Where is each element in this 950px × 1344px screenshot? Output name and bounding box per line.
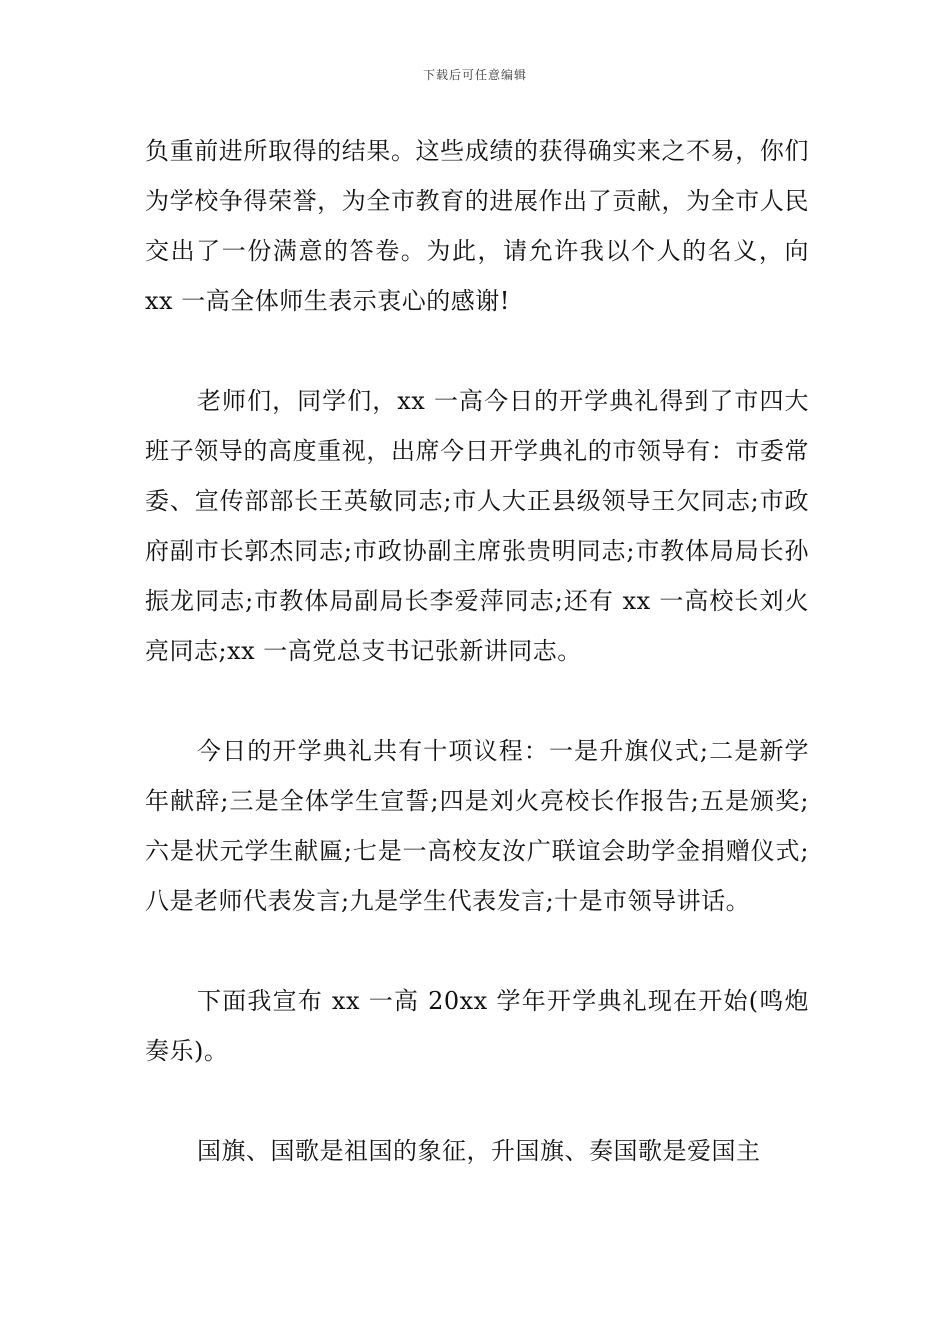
paragraph-5: 国旗、国歌是祖国的象征，升国旗、奏国歌是爱国主 <box>197 1137 761 1165</box>
page-header: 下载后可任意编辑 <box>422 68 527 82</box>
paragraph-3: 今日的开学典礼共有十项议程：一是升旗仪式;二是新学年献辞;三是全体学生宣誓;四是刘火亮校长作报告;五是颁奖;六是状元学生献匾;七是一高校友汝广联谊会助学金捐赠仪式;八是老师代表发言;九是学生代表发言;十是市领导讲话。 <box>145 737 809 915</box>
paragraph-4: 下面我宣布 xx 一高 20xx 学年开学典礼现在开始(鸣炮奏乐)。 <box>145 987 809 1065</box>
document-body <box>145 126 809 1226</box>
paragraph-1: 负重前进所取得的结果。这些成绩的获得确实来之不易，你们为学校争得荣誉，为全市教育的进展作出了贡献，为全市人民交出了一份满意的答卷。为此，请允许我以个人的名义，向 xx 一高全体师生表示衷心的感谢! <box>145 137 809 315</box>
paragraph-2: 老师们，同学们，xx 一高今日的开学典礼得到了市四大班子领导的高度重视，出席今日开学典礼的市领导有：市委常委、宣传部部长王英敏同志;市人大正县级领导王欠同志;市政府副市长郭杰同志;市政协副主席张贵明同志;市教体局局长孙振龙同志;市教体局副局长李爱萍同志;还有 xx 一高校长刘火亮同志;xx 一高党总支书记张新讲同志。 <box>145 387 809 665</box>
